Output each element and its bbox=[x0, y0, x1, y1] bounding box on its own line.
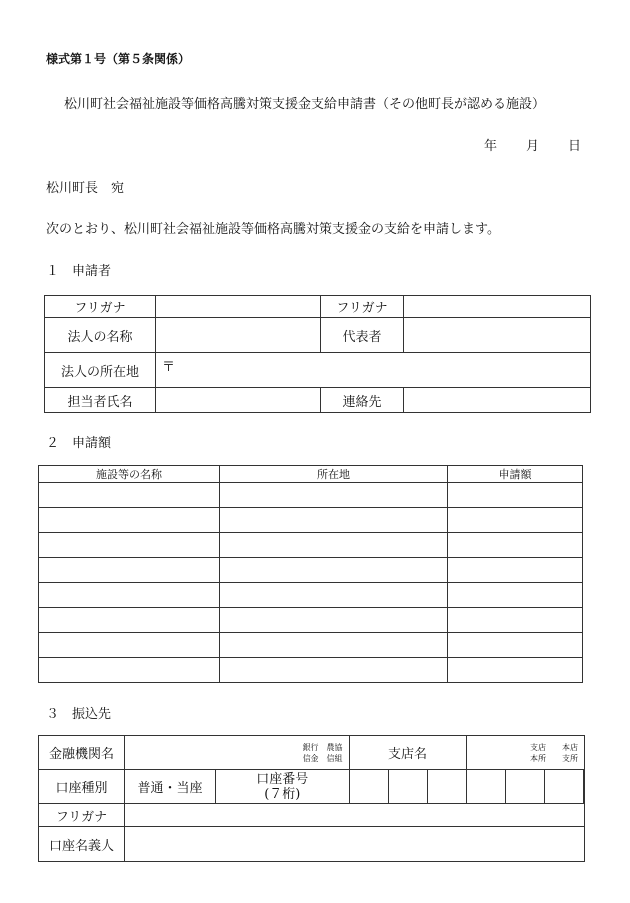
addressee: 松川町長 宛 bbox=[46, 181, 125, 196]
column-location: 所在地 bbox=[220, 466, 448, 483]
amount-cell[interactable] bbox=[448, 608, 583, 633]
contact-field[interactable] bbox=[404, 388, 591, 413]
facility-name-cell[interactable] bbox=[39, 658, 220, 683]
bank-table bbox=[38, 735, 585, 862]
corp-name-label: 法人の名称 bbox=[45, 318, 156, 353]
holder-furigana-label: フリガナ bbox=[39, 804, 125, 827]
table-row bbox=[39, 558, 583, 583]
table-row bbox=[39, 633, 583, 658]
form-number: 様式第１号（第５条関係） bbox=[46, 52, 191, 66]
holder-furigana-field[interactable] bbox=[125, 804, 585, 827]
location-cell[interactable] bbox=[220, 583, 448, 608]
furigana-label: フリガナ bbox=[45, 296, 156, 318]
location-cell[interactable] bbox=[220, 508, 448, 533]
corp-name-field[interactable] bbox=[156, 318, 321, 353]
section-applicant-title: １ 申請者 bbox=[46, 264, 112, 279]
address-field[interactable] bbox=[156, 353, 591, 388]
section-transfer-title: ３ 振込先 bbox=[46, 707, 112, 722]
amount-cell[interactable] bbox=[448, 533, 583, 558]
account-digit-2[interactable] bbox=[388, 770, 427, 804]
amount-rows bbox=[39, 483, 583, 683]
account-number-label-text: 口座番号 bbox=[256, 771, 309, 787]
contact-label: 連絡先 bbox=[321, 388, 404, 413]
applicant-table bbox=[44, 295, 591, 413]
amount-cell[interactable] bbox=[448, 508, 583, 533]
account-digit-6[interactable] bbox=[544, 770, 583, 804]
branch-type-line-2: 本所 支所 bbox=[530, 753, 578, 763]
account-digit-3[interactable] bbox=[427, 770, 466, 804]
holder-field[interactable] bbox=[125, 827, 585, 862]
section-amount-title: ２ 申請額 bbox=[46, 436, 112, 451]
date-year-label: 年 bbox=[484, 139, 498, 154]
account-number-note: (７桁) bbox=[264, 786, 301, 802]
table-row bbox=[39, 533, 583, 558]
account-digit-5[interactable] bbox=[505, 770, 544, 804]
table-row bbox=[39, 658, 583, 683]
intro-text: 次のとおり、松川町社会福祉施設等価格高騰対策支援金の支給を申請します。 bbox=[46, 222, 500, 237]
branch-label: 支店名 bbox=[349, 736, 466, 770]
facility-name-cell[interactable] bbox=[39, 533, 220, 558]
furigana-field[interactable] bbox=[156, 296, 321, 318]
amount-table bbox=[38, 465, 583, 683]
postal-mark: 〒 bbox=[162, 360, 176, 375]
date-month-label: 月 bbox=[526, 139, 540, 154]
bank-name-field[interactable] bbox=[125, 736, 350, 770]
amount-cell[interactable] bbox=[448, 483, 583, 508]
column-amount: 申請額 bbox=[448, 466, 583, 483]
location-cell[interactable] bbox=[220, 633, 448, 658]
bank-type-options bbox=[125, 742, 343, 764]
branch-type-options bbox=[467, 742, 578, 764]
furigana-label-2: フリガナ bbox=[321, 296, 404, 318]
facility-name-cell[interactable] bbox=[39, 583, 220, 608]
facility-name-cell[interactable] bbox=[39, 608, 220, 633]
column-facility-name: 施設等の名称 bbox=[39, 466, 220, 483]
furigana-field-2[interactable] bbox=[404, 296, 591, 318]
account-digit-4[interactable] bbox=[466, 770, 505, 804]
document-title: 松川町社会福祉施設等価格高騰対策支援金支給申請書（その他町長が認める施設） bbox=[64, 97, 546, 112]
bank-type-line-2: 信金 信組 bbox=[302, 753, 343, 763]
contact-person-label: 担当者氏名 bbox=[45, 388, 156, 413]
branch-type-line-1: 支店 本店 bbox=[530, 742, 578, 752]
facility-name-cell[interactable] bbox=[39, 558, 220, 583]
date-day-label: 日 bbox=[568, 139, 582, 154]
contact-person-field[interactable] bbox=[156, 388, 321, 413]
table-row bbox=[39, 583, 583, 608]
facility-name-cell[interactable] bbox=[39, 508, 220, 533]
account-digit-7[interactable] bbox=[583, 770, 584, 804]
address-label: 法人の所在地 bbox=[45, 353, 156, 388]
facility-name-cell[interactable] bbox=[39, 633, 220, 658]
account-type-label: 口座種別 bbox=[39, 770, 125, 804]
location-cell[interactable] bbox=[220, 533, 448, 558]
table-row bbox=[39, 508, 583, 533]
account-type-value[interactable]: 普通・当座 bbox=[125, 770, 216, 804]
branch-name-field[interactable] bbox=[466, 736, 584, 770]
date-line bbox=[484, 135, 581, 154]
account-digit-1[interactable] bbox=[349, 770, 388, 804]
table-row bbox=[39, 483, 583, 508]
location-cell[interactable] bbox=[220, 608, 448, 633]
account-number-label bbox=[216, 770, 350, 804]
facility-name-cell[interactable] bbox=[39, 483, 220, 508]
amount-cell[interactable] bbox=[448, 558, 583, 583]
table-row bbox=[39, 608, 583, 633]
location-cell[interactable] bbox=[220, 558, 448, 583]
bank-type-line-1: 銀行 農協 bbox=[302, 742, 343, 752]
location-cell[interactable] bbox=[220, 658, 448, 683]
location-cell[interactable] bbox=[220, 483, 448, 508]
amount-cell[interactable] bbox=[448, 658, 583, 683]
holder-label: 口座名義人 bbox=[39, 827, 125, 862]
representative-label: 代表者 bbox=[321, 318, 404, 353]
amount-cell[interactable] bbox=[448, 583, 583, 608]
bank-label: 金融機関名 bbox=[39, 736, 125, 770]
amount-cell[interactable] bbox=[448, 633, 583, 658]
representative-field[interactable] bbox=[404, 318, 591, 353]
